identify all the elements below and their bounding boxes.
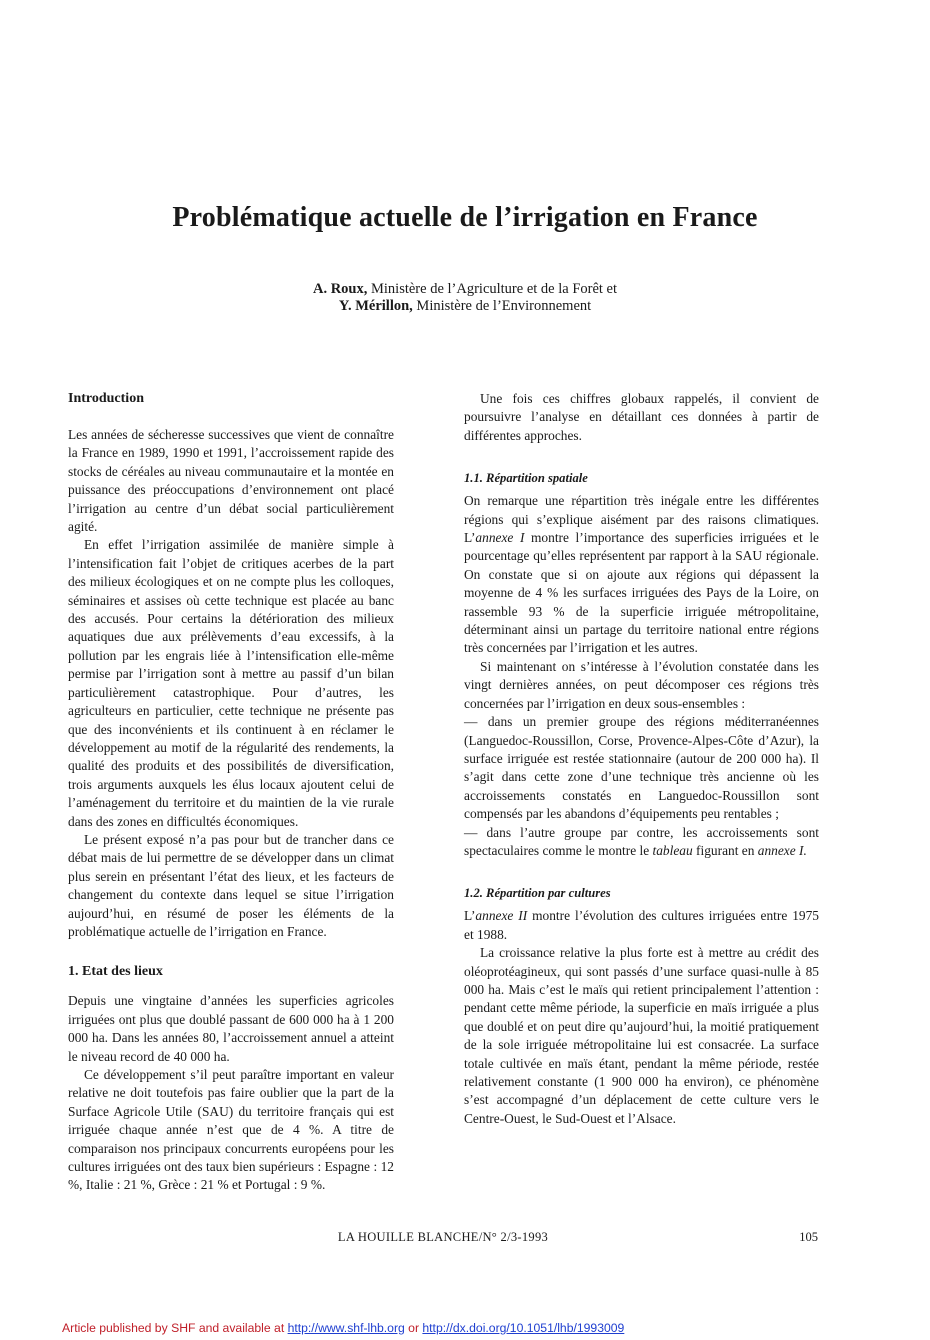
- annexe-reference: annexe I.: [757, 842, 807, 858]
- section-heading-etat-des-lieux: 1. Etat des lieux: [68, 964, 163, 980]
- paragraph: En effet l’irrigation assimilée de manière simple à l’intensification fait l’objet de critiques acerbes de la part des milieux écologiques et on ne compte plus les colloques, séminaires et assises où cette technique est placée au banc des accusés. Pour certains la détérioration des milieux aquatiques due aux prélèvements d’eau excessifs, à la pollution par les engrais liée à l’intensification elle-même permise par l’irrigation sont à mettre au passif d’un bilan particulièrement catastrophique. Pour d’autres, les agriculteurs en particulier, cette technique ne présente pas que des inconvénients et ils continuent à en réclamer le développement au motif de la régularité des rendements, la qualité des produits et des possibilités de diversification, trois arguments auxquels les élus locaux ajoutent celui de l’aménagement du territoire et du maintien de la vie rurale dans des zones en difficultés économiques.: [68, 537, 394, 829]
- page-number: 105: [799, 1230, 818, 1244]
- paragraph: Si maintenant on s’intéresse à l’évolution constatée dans les vingt dernières années, on peut décomposer ces régions très concernées par l’irrigation en deux sous-ensembles :: [464, 658, 819, 711]
- article-title: Problématique actuelle de l’irrigation en France: [172, 202, 758, 233]
- paragraph: Ce développement s’il peut paraître important en valeur relative ne doit toutefois pas faire oublier que la part de la Surface Agricole Utile (SAU) du territoire français qui est irriguée chaque année n’est que de 4 %. A titre de comparaison nos principaux concurrents européens pour les cultures irriguées ont des taux bien supérieurs : Espagne : 12 %, Italie : 21 %, Grèce : 21 % et Portugal : 9 %.: [68, 1067, 394, 1193]
- page-footer: [68, 1230, 818, 1248]
- paragraph: Les années de sécheresse successives que vient de connaître la France en 1989, 1990 et 1991, l’accroissement rapide des stocks de céréales au niveau communautaire et la montée en puissance des préoccupations d’environnement ont placé l’irrigation au centre d’un débat social particulièrement agité.: [68, 427, 394, 535]
- text-run: L’: [464, 908, 476, 924]
- publication-note-text: or: [404, 1321, 423, 1335]
- paragraph: La croissance relative la plus forte est à mettre au crédit des oléoprotéagineux, qui sont passés d’une surface quasi-nulle à 85 000 ha. Mais c’est le maïs qui retient principalement l’attention : pendant cette même période, la superficie en maïs irriguée a plus que doublé et on peut dire qu’aujourd’hui, la moitié pratiquement de la sole irriguée métropolitaine lui est consacrée. La surface totale cultivée en maïs étant, pendant la même période, restée relativement constante (1 900 000 ha environ), ce phénomène s’est accompagné d’un déplacement de cette culture vers le Centre-Ouest, le Sud-Ouest et l’Alsace.: [464, 945, 819, 1126]
- publication-note-text: Article published by SHF and available at: [62, 1321, 288, 1335]
- right-column: [464, 390, 819, 1128]
- author-line-1: [0, 281, 930, 298]
- annexe-reference: annexe II: [475, 908, 528, 924]
- subsection-heading-repartition-spatiale: 1.1. Répartition spatiale: [464, 471, 588, 486]
- author-affiliation: Ministère de l’Agriculture et de la Forêt et: [367, 281, 618, 297]
- author-name: A. Roux,: [312, 281, 368, 297]
- text-run: On remarque une répartition très inégale entre les différentes régions qui s’explique aisément par des raisons climatiques. L’: [464, 493, 819, 546]
- list-item: [464, 824, 819, 861]
- section-heading-introduction: Introduction: [68, 391, 144, 406]
- journal-reference: LA HOUILLE BLANCHE/N° 2/3-1993: [337, 1230, 549, 1244]
- paragraph: Une fois ces chiffres globaux rappelés, il convient de poursuivre l’analyse en détaillant ces données à partir de différentes approches.: [464, 391, 819, 443]
- doi-link[interactable]: http://dx.doi.org/10.1051/lhb/1993009: [422, 1321, 625, 1335]
- text-run: figurant en: [692, 842, 758, 858]
- paragraph: [464, 492, 819, 658]
- text-run: montre l’évolution des cultures irriguées entre 1975 et 1988.: [464, 908, 819, 942]
- text-run: montre l’importance des superficies irriguées et le pourcentage qu’elles représentent par rapport à la SAU régionale. On constate que si on ajoute aux régions qui dépassent la moyenne de 4 % les surfaces irriguées des Pays de la Loire, on rassemble 93 % de la superficie irriguée métropolitaine, déterminant ainsi un partage du territoire national entre régions très concernées par l’irrigation et les autres.: [464, 530, 819, 656]
- text-run: — dans l’autre groupe par contre, les accroissements sont spectaculaires comme le montre le: [464, 824, 819, 858]
- list-item: — dans un premier groupe des régions méditerranéennes (Languedoc-Roussillon, Corse, Provence-Alpes-Côte d’Azur), la surface irriguée est restée stationnaire (autour de 200 000 ha). Il s’agit dans cette zone d’une technique très ancienne où les accroissements constatés en Languedoc-Roussillon sont compensés par les abandons d’équipements peu rentables ;: [464, 714, 819, 822]
- paragraph: Le présent exposé n’a pas pour but de trancher dans ce débat mais de lui permettre de se développer dans un climat plus serein en présentant l’état des lieux, et les facteurs de changement du contexte dans lequel se situe l’irrigation aujourd’hui, en résumé de poser les éléments de la problématique actuelle de l’irrigation en France.: [68, 831, 394, 939]
- author-line-2: [0, 298, 930, 315]
- subsection-heading-repartition-par-cultures: 1.2. Répartition par cultures: [464, 886, 611, 901]
- author-block: [0, 281, 930, 315]
- publication-note: [62, 1321, 624, 1335]
- author-affiliation: Ministère de l’Environnement: [412, 298, 592, 314]
- paragraph: [464, 907, 819, 944]
- left-column: [68, 390, 394, 1195]
- author-name: Y. Mérillon,: [338, 298, 413, 314]
- shf-link[interactable]: http://www.shf-lhb.org: [287, 1321, 405, 1335]
- tableau-reference: tableau: [652, 842, 693, 858]
- paragraph: Depuis une vingtaine d’années les superficies agricoles irriguées ont plus que doublé passant de 600 000 ha à 1 200 000 ha. Dans les années 80, l’accroissement annuel a atteint le niveau record de 40 000 ha.: [68, 993, 394, 1064]
- annexe-reference: annexe I: [475, 530, 525, 546]
